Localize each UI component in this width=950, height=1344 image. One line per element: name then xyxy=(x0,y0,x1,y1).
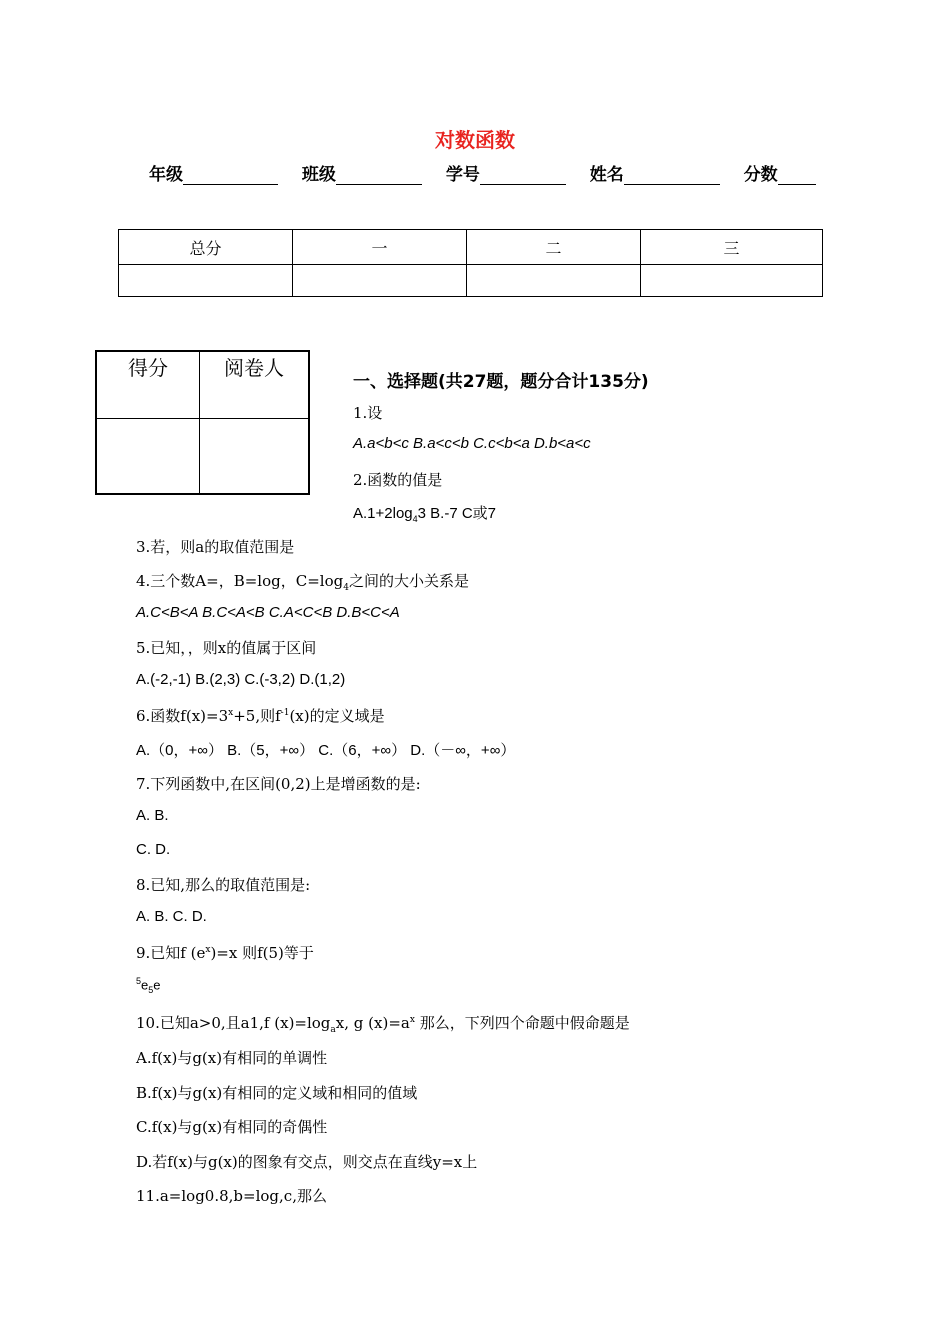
grader-name-label: 阅卷人 xyxy=(200,351,310,419)
question-6 xyxy=(136,705,385,726)
q9-opt-sub: 5 xyxy=(148,984,154,995)
q10-text-mid: x, g (x)=a xyxy=(335,1014,410,1032)
question-8: 8.已知,那么的取值范围是: xyxy=(136,876,311,894)
q4-text-post: 之间的大小关系是 xyxy=(348,572,469,590)
grader-score-label: 得分 xyxy=(96,351,200,419)
q4-log-base: 4 xyxy=(343,583,349,593)
class-label: 班级 xyxy=(301,165,336,185)
question-3: 3.若，则a的取值范围是 xyxy=(136,538,295,556)
score-blank[interactable] xyxy=(778,166,816,185)
question-7-options-1: A. B. xyxy=(136,807,169,824)
grade-label: 年级 xyxy=(149,165,183,185)
q9-opt-e2: e xyxy=(153,977,161,993)
q9-opt-sup: 5 xyxy=(136,976,142,986)
name-blank[interactable] xyxy=(624,166,720,185)
question-6-options: A.（0，+∞） B.（5，+∞） C.（6，+∞） D.（－∞，+∞） xyxy=(136,742,516,759)
score-header-3: 三 xyxy=(641,230,823,265)
question-10-option-b: B.f(x)与g(x)有相同的定义域和相同的值域 xyxy=(136,1084,418,1102)
question-7: 7.下列函数中,在区间(0,2)上是增函数的是: xyxy=(136,775,421,793)
score-cell-total[interactable] xyxy=(119,265,293,297)
score-table-value-row xyxy=(119,265,823,297)
q2-option-a: A.1+2log xyxy=(353,505,413,522)
question-10 xyxy=(136,1012,630,1035)
score-header-1: 一 xyxy=(293,230,467,265)
q2-options-rest: 3 B.-7 C或7 xyxy=(417,505,497,522)
score-cell-1[interactable] xyxy=(293,265,467,297)
q10-text-pre: 10.已知a>0,且a1,f (x)=log xyxy=(136,1014,331,1032)
grader-name-cell[interactable] xyxy=(200,419,310,495)
grade-blank[interactable] xyxy=(183,166,278,185)
score-cell-2[interactable] xyxy=(467,265,641,297)
grader-table xyxy=(95,350,310,495)
question-9 xyxy=(136,942,314,963)
class-field[interactable] xyxy=(302,160,422,185)
student-no-label: 学号 xyxy=(445,165,480,185)
name-field[interactable] xyxy=(590,160,720,185)
question-2: 2.函数的值是 xyxy=(353,471,443,489)
q6-text-post: (x)的定义域是 xyxy=(289,707,385,725)
score-field[interactable] xyxy=(744,160,816,185)
grader-score-cell[interactable] xyxy=(96,419,200,495)
question-1: 1.设 xyxy=(353,404,383,422)
question-10-option-a: A.f(x)与g(x)有相同的单调性 xyxy=(136,1049,328,1067)
question-10-option-d: D.若f(x)与g(x)的图象有交点，则交点在直线y=x上 xyxy=(136,1153,478,1171)
question-7-options-2: C. D. xyxy=(136,841,171,858)
q9-opt-e1: e xyxy=(141,977,149,993)
score-cell-3[interactable] xyxy=(641,265,823,297)
q6-text-mid: +5,则f xyxy=(233,707,281,725)
question-5-options: A.(-2,-1) B.(2,3) C.(-3,2) D.(1,2) xyxy=(136,671,346,688)
student-no-blank[interactable] xyxy=(480,166,566,185)
question-9-options xyxy=(136,976,161,995)
q10-log-base: a xyxy=(330,1025,336,1035)
score-label: 分数 xyxy=(743,165,778,185)
question-1-options: A.a<b<c B.a<c<b C.c<b<a D.b<a<c xyxy=(353,435,591,452)
q2-log-base: 4 xyxy=(412,514,418,524)
score-table-header-row xyxy=(119,230,823,265)
student-no-field[interactable] xyxy=(446,160,566,185)
question-5: 5.已知，，则x的值属于区间 xyxy=(136,639,317,657)
grade-field[interactable] xyxy=(149,160,278,185)
q4-text-pre: 4.三个数A=，B=log，C=log xyxy=(136,572,344,590)
name-label: 姓名 xyxy=(589,165,624,185)
question-4-options: A.C<B<A B.C<A<B C.A<C<B D.B<C<A xyxy=(136,604,400,621)
score-header-total: 总分 xyxy=(119,230,293,265)
score-summary-table xyxy=(118,229,823,297)
q9-exponent: x xyxy=(205,945,211,955)
q9-text-post: )=x 则f(5)等于 xyxy=(210,944,314,962)
question-8-options: A. B. C. D. xyxy=(136,908,207,925)
page-title: 对数函数 xyxy=(435,128,515,152)
q9-text-pre: 9.已知f (e xyxy=(136,944,206,962)
section-heading: 一、选择题(共27题，题分合计135分) xyxy=(353,372,649,392)
q10-exponent: x xyxy=(409,1015,415,1025)
q6-exponent: x xyxy=(228,708,234,718)
q10-text-post: 那么，下列四个命题中假命题是 xyxy=(414,1014,630,1032)
q6-text-pre: 6.函数f(x)=3 xyxy=(136,707,229,725)
class-blank[interactable] xyxy=(336,166,422,185)
q6-inverse: -1 xyxy=(280,708,290,718)
question-10-option-c: C.f(x)与g(x)有相同的奇偶性 xyxy=(136,1118,328,1136)
student-info-row xyxy=(149,160,834,185)
question-4 xyxy=(136,570,469,593)
question-11: 11.a=log0.8,b=log,c,那么 xyxy=(136,1187,327,1205)
score-header-2: 二 xyxy=(467,230,641,265)
question-2-options xyxy=(353,502,496,524)
